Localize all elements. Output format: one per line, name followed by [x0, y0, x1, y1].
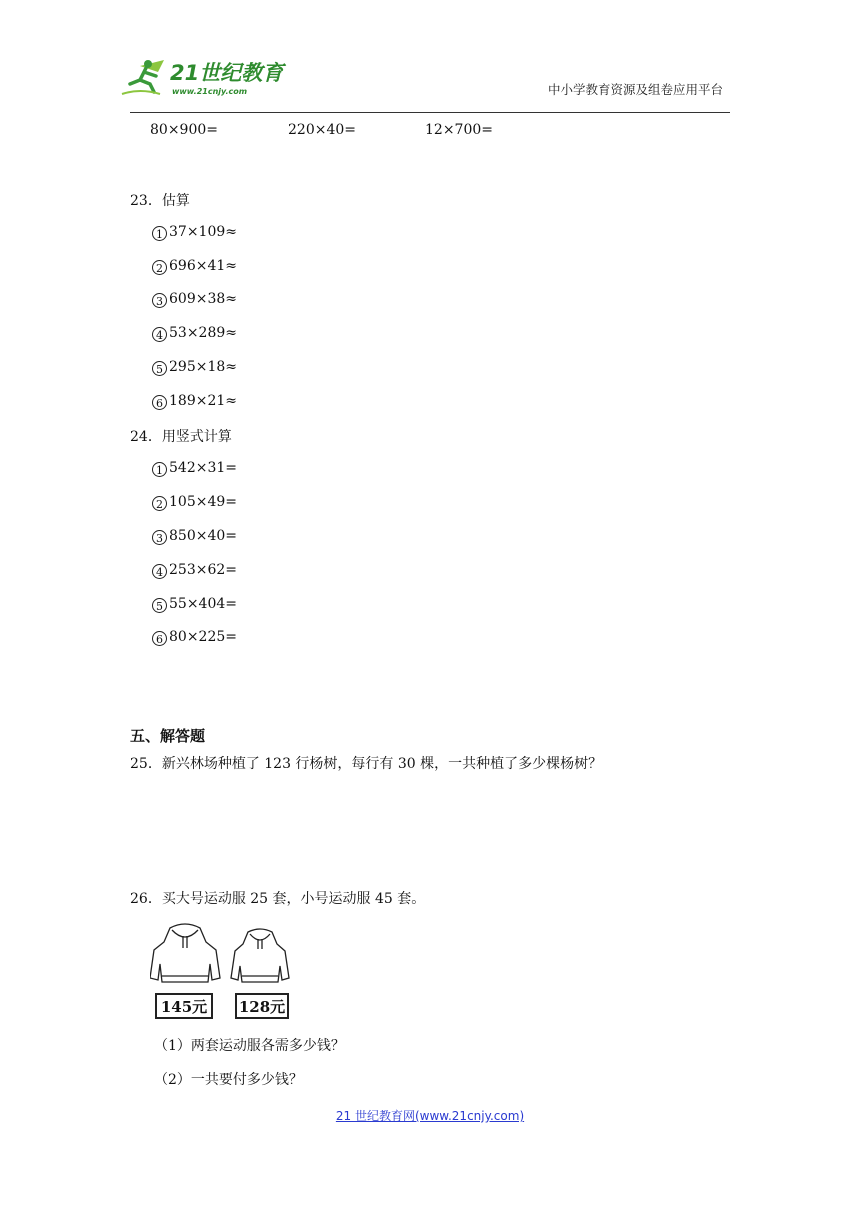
circled-number: 5 [152, 598, 167, 613]
circled-number: 1 [152, 226, 167, 241]
small-hoodie-icon [231, 929, 289, 982]
question-23-title: 23．估算 [130, 193, 190, 209]
circled-number: 1 [152, 462, 167, 477]
q24-item [152, 460, 237, 477]
q24-expr: 542×31= [169, 460, 237, 476]
q24-expr: 850×40= [169, 528, 237, 544]
question-26-text: 26．买大号运动服 25 套，小号运动服 45 套。 [130, 891, 426, 907]
q24-item [152, 528, 237, 545]
q23-expr: 295×18≈ [169, 359, 237, 375]
price-small: 128元 [238, 998, 286, 1016]
circled-number: 4 [152, 564, 167, 579]
q23-item [152, 359, 237, 376]
large-hoodie-icon [150, 924, 220, 982]
circled-number: 2 [152, 496, 167, 511]
q24-expr: 55×404= [169, 596, 237, 612]
sportswear-illustration [150, 920, 300, 1022]
q23-item [152, 224, 237, 241]
circled-number: 5 [152, 361, 167, 376]
circled-number: 4 [152, 327, 167, 342]
circled-number: 3 [152, 293, 167, 308]
q24-item [152, 596, 237, 613]
price-large: 145元 [160, 998, 208, 1016]
q24-expr: 253×62= [169, 562, 237, 578]
question-26-sub-1: （1）两套运动服各需多少钱？ [154, 1038, 345, 1054]
q23-item [152, 258, 237, 275]
q24-item [152, 494, 237, 511]
site-logo [120, 54, 290, 100]
logo-main-text: 21世纪教育 [170, 61, 284, 85]
runner-icon [122, 60, 164, 94]
question-26-sub-2: （2）一共要付多少钱？ [154, 1072, 303, 1088]
q24-item [152, 562, 237, 579]
q24-expr: 105×49= [169, 494, 237, 510]
q23-expr: 53×289≈ [169, 325, 237, 341]
calc-item-2: 220×40= [288, 122, 356, 138]
q23-expr: 696×41≈ [169, 258, 237, 274]
header-divider [130, 112, 730, 113]
section-heading: 五、解答题 [130, 727, 206, 745]
q24-expr: 80×225= [169, 629, 237, 645]
q23-expr: 609×38≈ [169, 291, 237, 307]
q24-item [152, 629, 237, 646]
q23-item [152, 393, 237, 410]
q23-expr: 37×109≈ [169, 224, 237, 240]
q23-item [152, 325, 237, 342]
circled-number: 3 [152, 530, 167, 545]
question-25-text: 25．新兴林场种植了 123 行杨树，每行有 30 棵，一共种植了多少棵杨树？ [130, 756, 603, 772]
calc-item-1: 80×900= [150, 122, 218, 138]
circled-number: 2 [152, 260, 167, 275]
calc-item-3: 12×700= [425, 122, 493, 138]
circled-number: 6 [152, 631, 167, 646]
question-24-title: 24．用竖式计算 [130, 429, 232, 445]
logo-url-text: www.21cnjy.com [172, 87, 248, 96]
q23-expr: 189×21≈ [169, 393, 237, 409]
platform-tagline: 中小学教育资源及组卷应用平台 [548, 82, 724, 97]
footer-link[interactable]: 21 世纪教育网(www.21cnjy.com) [335, 1109, 525, 1123]
circled-number: 6 [152, 395, 167, 410]
q23-item [152, 291, 237, 308]
